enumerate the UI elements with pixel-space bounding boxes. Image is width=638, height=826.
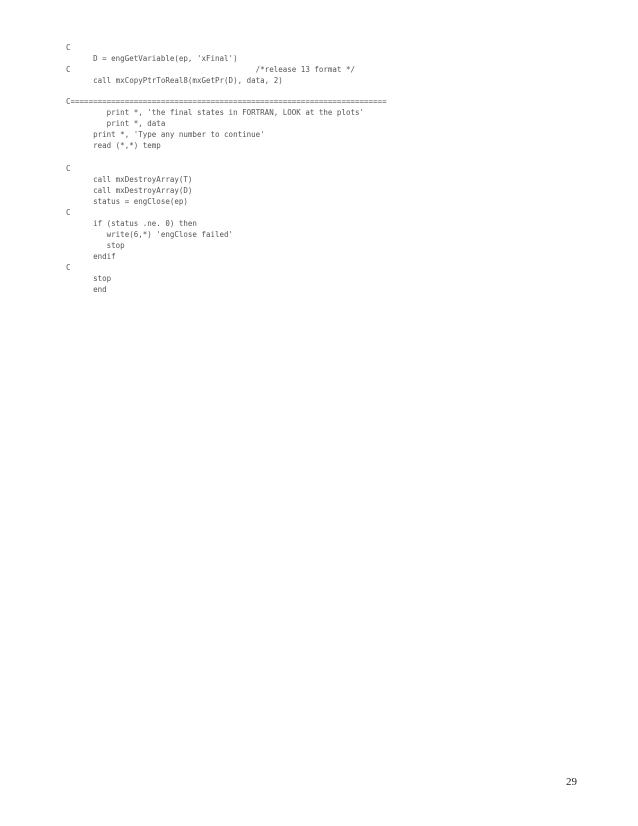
code-line: call mxDestroyArray(D) <box>66 186 193 195</box>
code-line: print *, 'Type any number to continue' <box>66 130 265 139</box>
code-line: print *, data <box>66 119 166 128</box>
code-line: C====================================================================== <box>66 97 387 106</box>
code-line: write(6,*) 'engClose failed' <box>66 230 234 239</box>
code-line: C <box>66 43 71 52</box>
code-block-get-variable <box>66 42 355 86</box>
code-line: D = engGetVariable(ep, 'xFinal') <box>66 54 238 63</box>
code-line: C <box>66 208 71 217</box>
code-line: C <box>66 164 71 173</box>
code-line: call mxCopyPtrToReal8(mxGetPr(D), data, 2) <box>66 76 283 85</box>
code-line: call mxDestroyArray(T) <box>66 175 193 184</box>
code-line: stop <box>66 241 125 250</box>
code-block-print-results <box>66 96 387 151</box>
code-line: end <box>66 285 107 294</box>
code-line: C /*release 13 format */ <box>66 65 355 74</box>
code-line: read (*,*) temp <box>66 141 161 150</box>
code-line: print *, 'the final states in FORTRAN, LOOK at the plots' <box>66 108 365 117</box>
page-number: 29 <box>566 776 577 788</box>
code-line: endif <box>66 252 116 261</box>
code-line: if (status .ne. 0) then <box>66 219 197 228</box>
code-line: stop <box>66 274 112 283</box>
code-line: status = engClose(ep) <box>66 197 188 206</box>
code-block-cleanup <box>66 163 233 295</box>
code-line: C <box>66 263 71 272</box>
